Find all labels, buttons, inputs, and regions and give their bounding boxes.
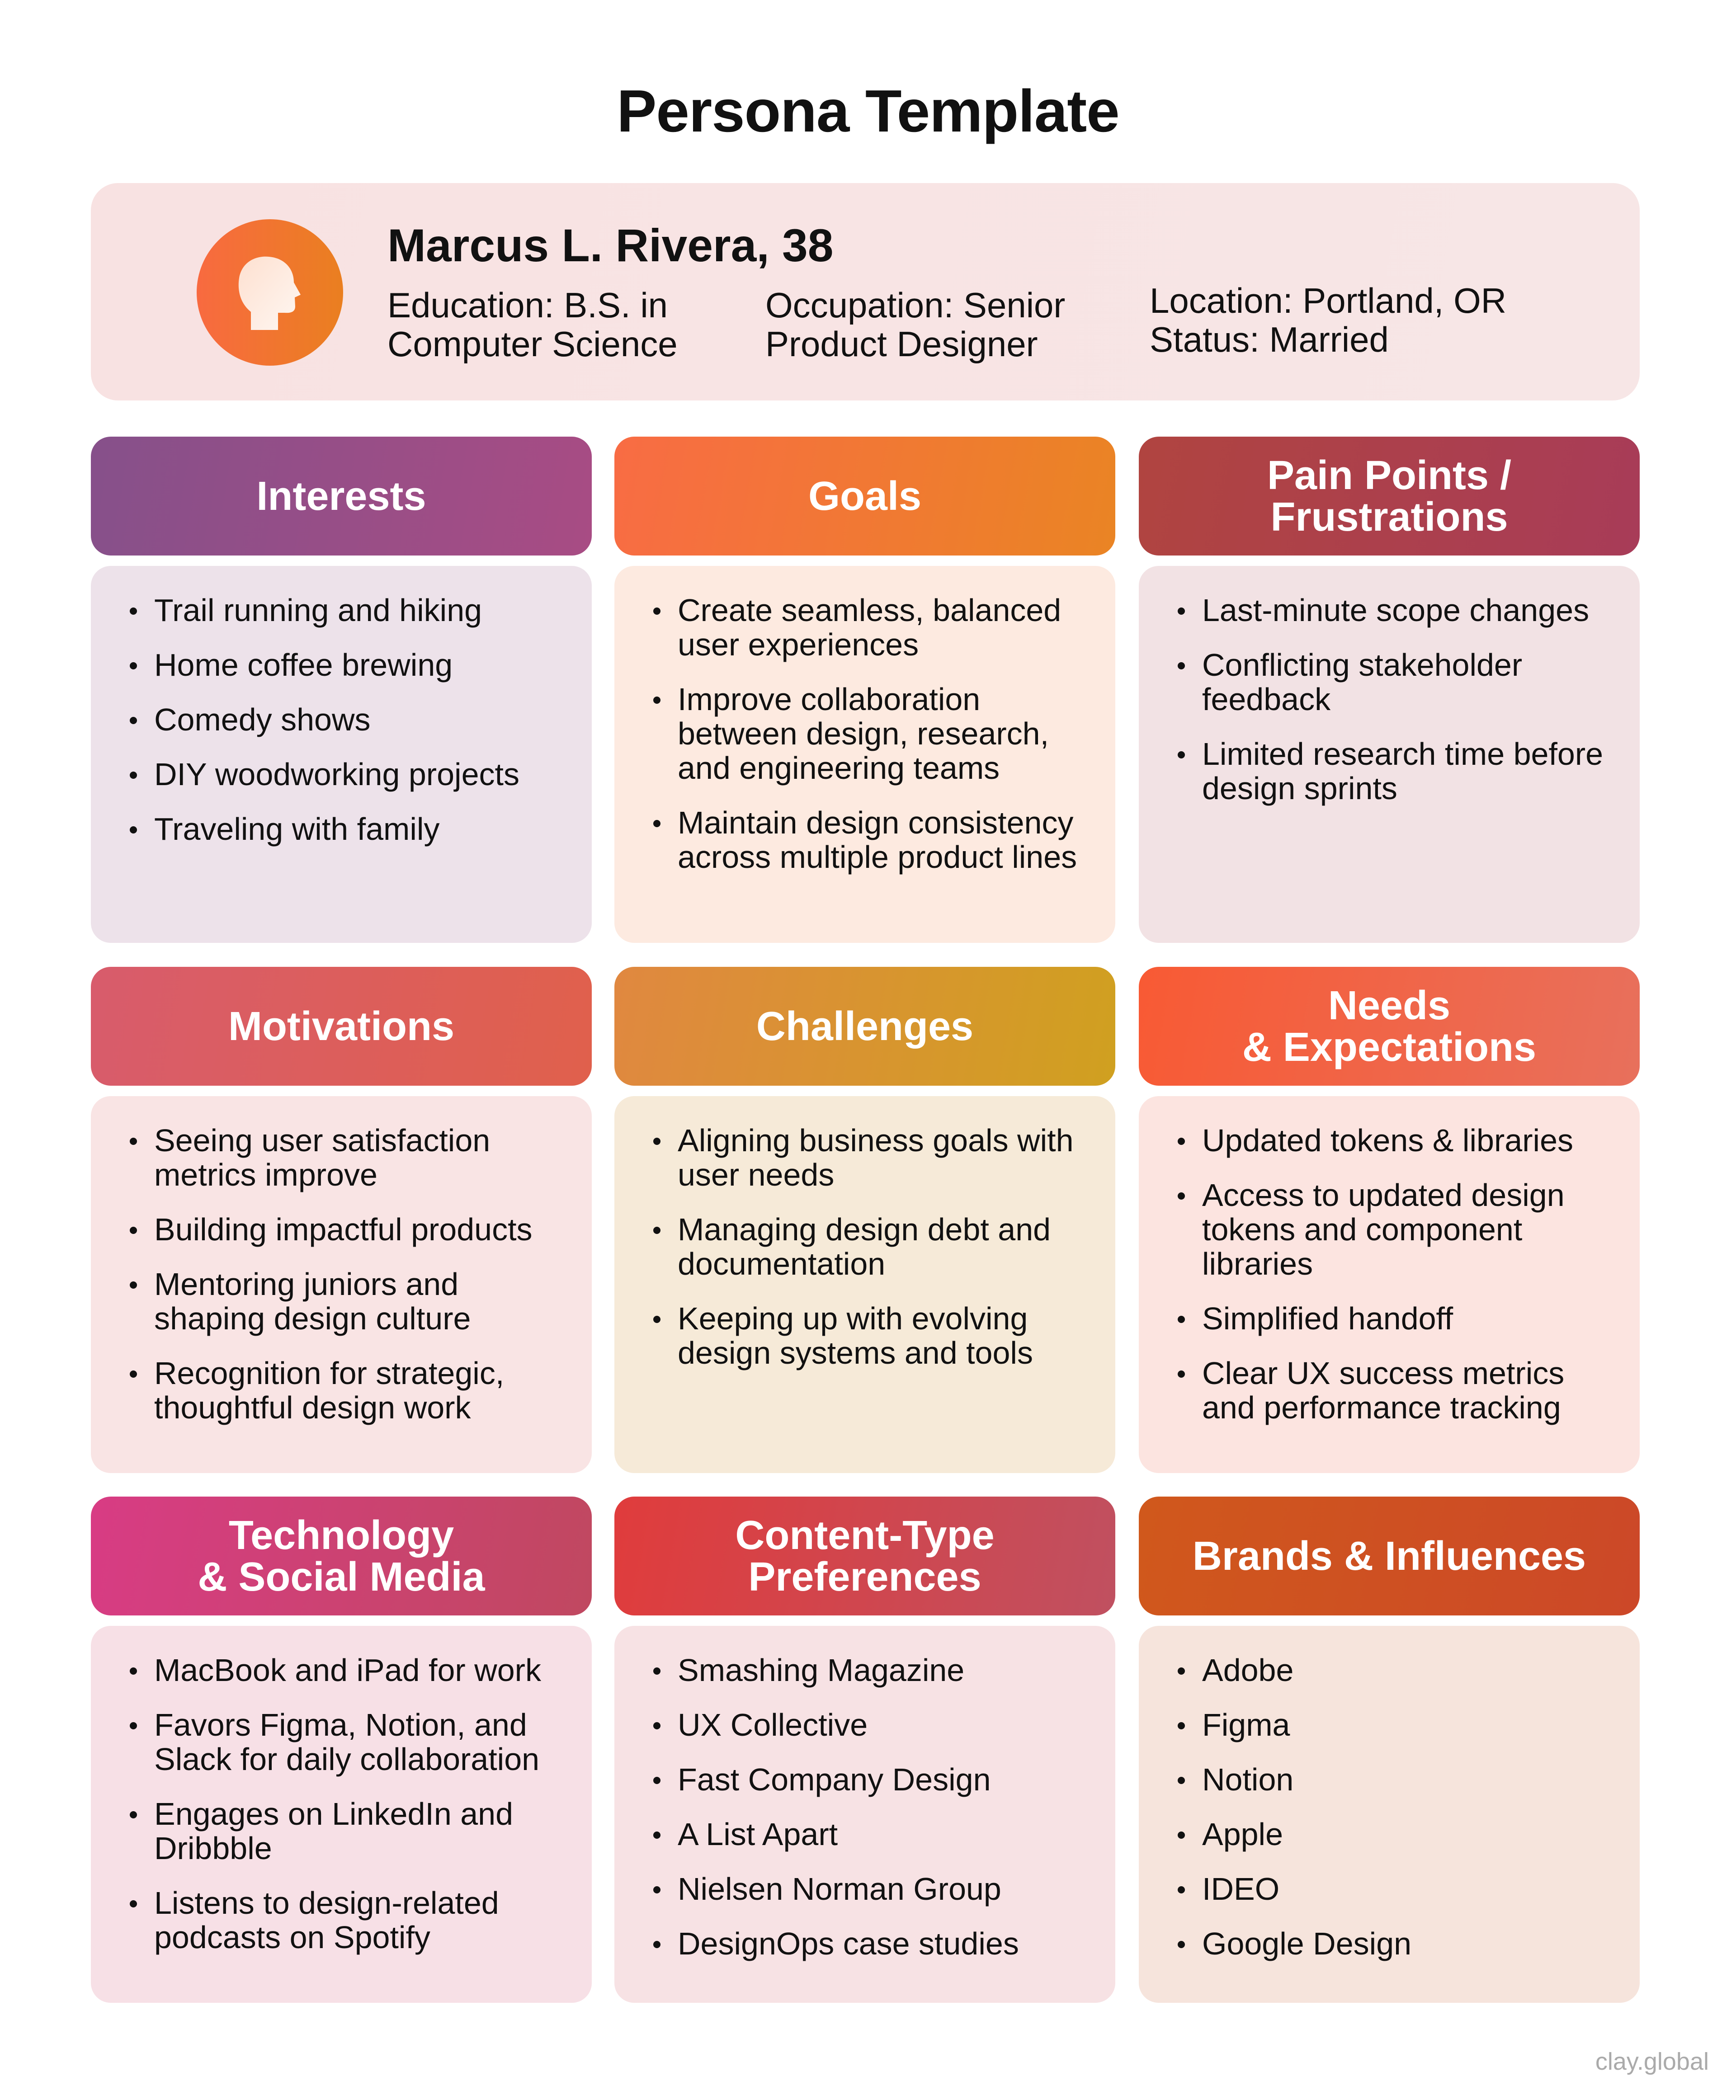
- card-header-needs: [1139, 967, 1640, 1086]
- card-body-interests: [91, 566, 592, 943]
- list-item: DIY woodworking projects: [130, 757, 574, 791]
- card-header-content-type: [614, 1497, 1115, 1615]
- card-body-pain-points: [1139, 566, 1640, 943]
- list-item: Favors Figma, Notion, and Slack for daily collaboration: [130, 1708, 574, 1776]
- list-item: Mentoring juniors and shaping design culture: [130, 1267, 574, 1336]
- list-item: Apple: [1178, 1817, 1622, 1851]
- list-item: Google Design: [1178, 1926, 1622, 1961]
- avatar: [197, 219, 343, 366]
- bullet-list: [653, 593, 1097, 874]
- bullet-list: [130, 593, 574, 846]
- list-item: Recognition for strategic, thoughtful design work: [130, 1356, 574, 1425]
- location: Location: Portland, OR: [1150, 281, 1507, 320]
- card-body-motivations: [91, 1096, 592, 1473]
- marital-status: Status: Married: [1150, 320, 1389, 359]
- card-header-motivations: [91, 967, 592, 1086]
- card-header-technology: [91, 1497, 592, 1615]
- bullet-list: [1178, 1653, 1622, 1961]
- list-item: Seeing user satisfaction metrics improve: [130, 1123, 574, 1192]
- list-item: Maintain design consistency across multiple product lines: [653, 805, 1097, 874]
- bullet-list: [1178, 593, 1622, 805]
- list-item: A List Apart: [653, 1817, 1097, 1851]
- list-item: MacBook and iPad for work: [130, 1653, 574, 1687]
- list-item: Keeping up with evolving design systems and tools: [653, 1301, 1097, 1370]
- list-item: Adobe: [1178, 1653, 1622, 1687]
- list-item: Clear UX success metrics and performance tracking: [1178, 1356, 1622, 1425]
- card-header-goals: [614, 437, 1115, 556]
- list-item: IDEO: [1178, 1872, 1622, 1906]
- list-item: Create seamless, balanced user experiences: [653, 593, 1097, 662]
- list-item: Nielsen Norman Group: [653, 1872, 1097, 1906]
- card-title: Technology & Social Media: [198, 1512, 485, 1600]
- list-item: Trail running and hiking: [130, 593, 574, 627]
- list-item: Managing design debt and documentation: [653, 1212, 1097, 1281]
- footer-credit: clay.global: [1595, 2048, 1709, 2075]
- card-title: Challenges: [756, 1003, 974, 1049]
- card-body-challenges: [614, 1096, 1115, 1473]
- list-item: Building impactful products: [130, 1212, 574, 1247]
- card-header-brands: [1139, 1497, 1640, 1615]
- list-item: DesignOps case studies: [653, 1926, 1097, 1961]
- list-item: Listens to design-related podcasts on Spotify: [130, 1886, 574, 1954]
- head-silhouette-icon: [233, 253, 310, 334]
- list-item: Notion: [1178, 1762, 1622, 1797]
- bullet-list: [653, 1123, 1097, 1370]
- bullet-list: [653, 1653, 1097, 1961]
- card-title: Pain Points / Frustrations: [1267, 452, 1512, 540]
- list-item: Figma: [1178, 1708, 1622, 1742]
- location-status-info: [1150, 281, 1506, 359]
- list-item: Fast Company Design: [653, 1762, 1097, 1797]
- card-title: Interests: [256, 473, 426, 519]
- bullet-list: [130, 1123, 574, 1425]
- list-item: Improve collaboration between design, research, and engineering teams: [653, 682, 1097, 785]
- list-item: Home coffee brewing: [130, 648, 574, 682]
- card-header-interests: [91, 437, 592, 556]
- occupation-info: [765, 286, 1065, 363]
- bullet-list: [130, 1653, 574, 1954]
- card-title: Needs & Expectations: [1242, 983, 1537, 1070]
- card-body-goals: [614, 566, 1115, 943]
- card-header-challenges: [614, 967, 1115, 1086]
- list-item: Updated tokens & libraries: [1178, 1123, 1622, 1158]
- card-title: Goals: [808, 473, 922, 519]
- persona-name: Marcus L. Rivera, 38: [387, 220, 834, 271]
- list-item: Traveling with family: [130, 812, 574, 846]
- card-body-technology: [91, 1626, 592, 2003]
- card-title: Motivations: [228, 1003, 454, 1049]
- card-body-needs: [1139, 1096, 1640, 1473]
- list-item: UX Collective: [653, 1708, 1097, 1742]
- page-title: Persona Template: [617, 78, 1119, 144]
- occupation-line: Occupation: Senior: [765, 285, 1066, 325]
- card-header-pain-points: [1139, 437, 1640, 556]
- list-item: Access to updated design tokens and component libraries: [1178, 1178, 1622, 1281]
- list-item: Engages on LinkedIn and Dribbble: [130, 1797, 574, 1865]
- list-item: Last-minute scope changes: [1178, 593, 1622, 627]
- card-title: Brands & Influences: [1192, 1533, 1586, 1579]
- bullet-list: [1178, 1123, 1622, 1425]
- education-line: Computer Science: [387, 324, 678, 364]
- card-body-content-type: [614, 1626, 1115, 2003]
- card-title: Content-Type Preferences: [735, 1512, 995, 1600]
- list-item: Limited research time before design sprints: [1178, 737, 1622, 805]
- list-item: Conflicting stakeholder feedback: [1178, 648, 1622, 716]
- list-item: Aligning business goals with user needs: [653, 1123, 1097, 1192]
- education-info: [387, 286, 678, 363]
- list-item: Simplified handoff: [1178, 1301, 1622, 1336]
- occupation-line: Product Designer: [765, 324, 1038, 364]
- list-item: Comedy shows: [130, 702, 574, 737]
- card-body-brands: [1139, 1626, 1640, 2003]
- education-line: Education: B.S. in: [387, 285, 668, 325]
- list-item: Smashing Magazine: [653, 1653, 1097, 1687]
